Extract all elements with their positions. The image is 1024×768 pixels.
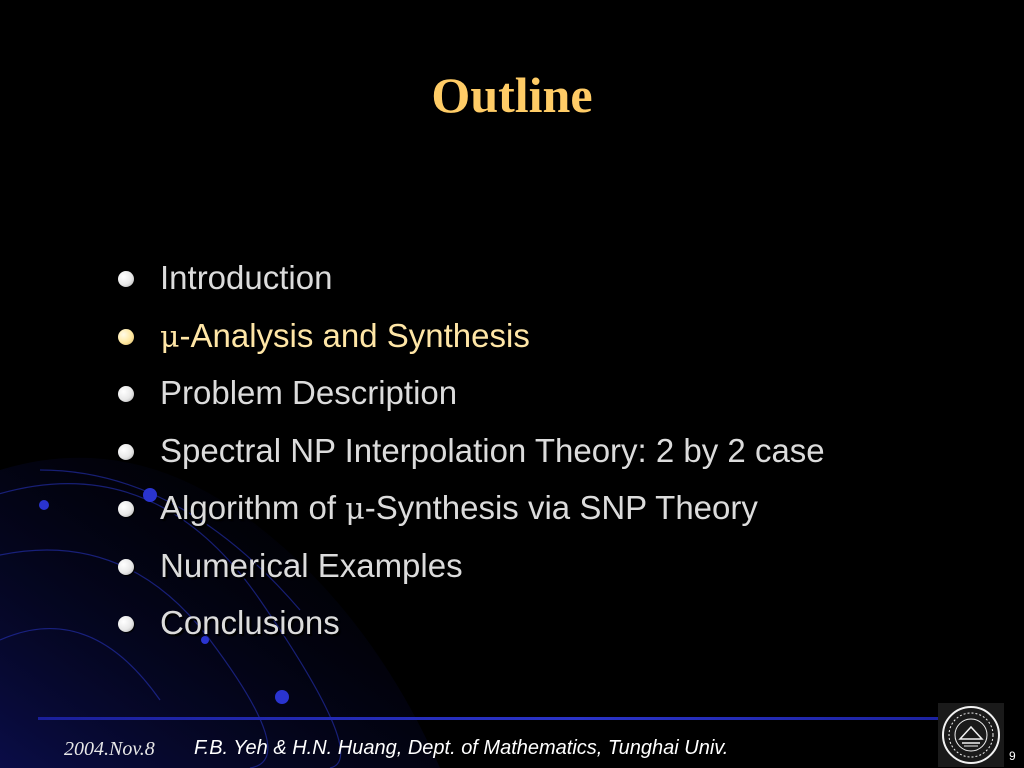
outline-item-label: Spectral NP Interpolation Theory: 2 by 2 case bbox=[160, 431, 825, 469]
mu-symbol: μ bbox=[160, 319, 180, 355]
outline-item-label: -Synthesis via SNP Theory bbox=[364, 489, 758, 526]
university-seal-icon bbox=[938, 703, 1004, 767]
outline-item-label: Conclusions bbox=[160, 604, 340, 641]
footer-credit: F.B. Yeh & H.N. Huang, Dept. of Mathematics, Tunghai Univ. bbox=[194, 737, 729, 759]
outline-item-label: -Analysis and Synthesis bbox=[179, 316, 530, 354]
bullet-icon bbox=[118, 559, 134, 575]
slide-title: Outline bbox=[431, 67, 593, 123]
footer-divider bbox=[38, 717, 938, 720]
outline-item-label-prefix: Algorithm of bbox=[160, 489, 346, 526]
outline-item-label: Introduction bbox=[160, 259, 333, 296]
bullet-icon bbox=[118, 501, 134, 517]
page-number: 9 bbox=[1009, 749, 1016, 763]
bullet-icon bbox=[118, 386, 134, 402]
bullet-icon bbox=[118, 271, 134, 287]
mu-symbol: μ bbox=[345, 492, 365, 527]
bullet-icon bbox=[118, 444, 134, 460]
footer-date: 2004.Nov.8 bbox=[64, 738, 155, 760]
bullet-icon bbox=[118, 329, 134, 345]
bullet-icon bbox=[118, 616, 134, 632]
outline-item-label: Numerical Examples bbox=[160, 546, 463, 584]
outline-item-label: Problem Description bbox=[160, 374, 458, 411]
